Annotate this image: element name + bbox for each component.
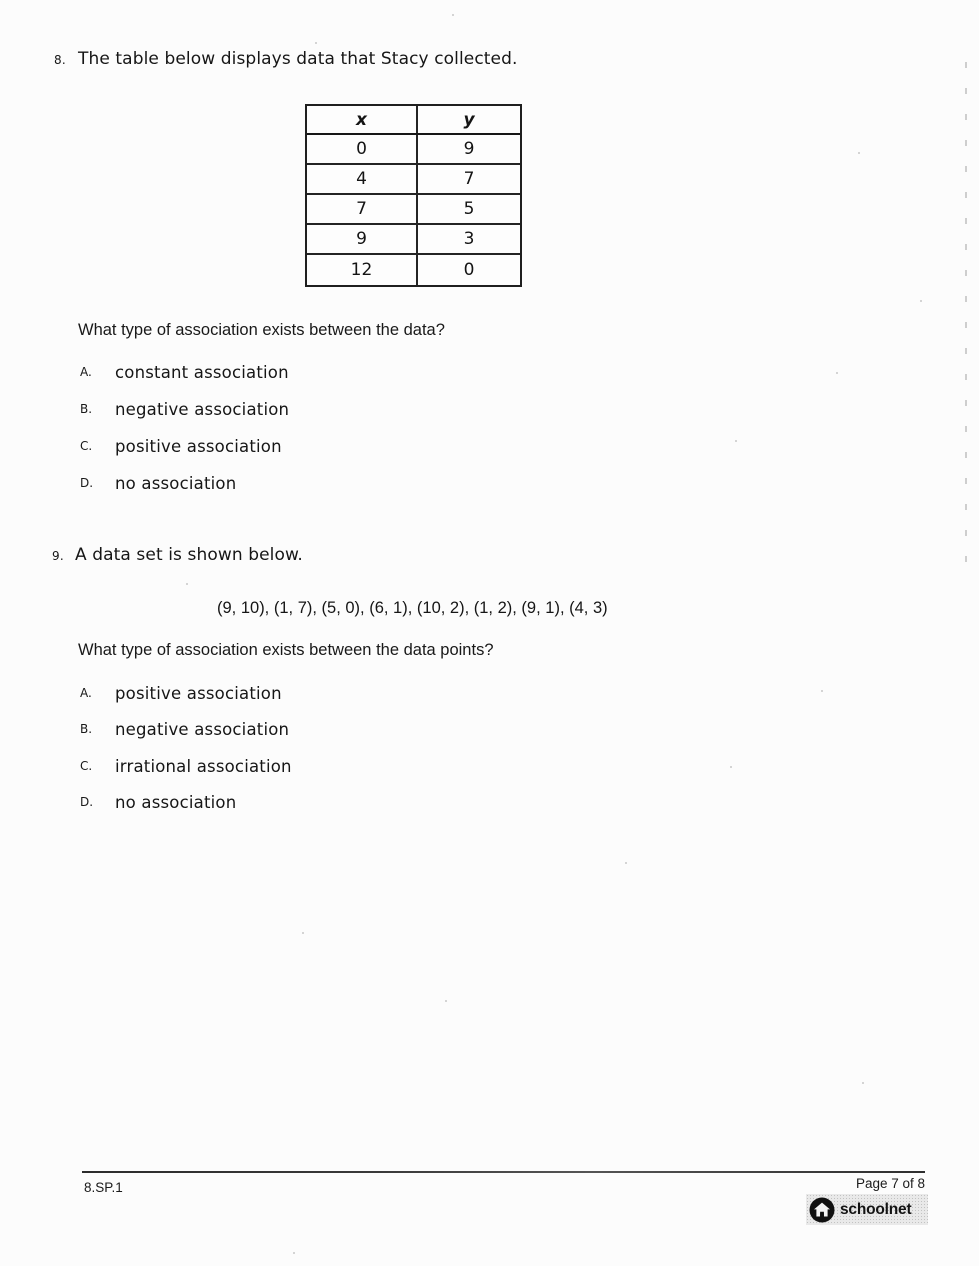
table-cell-y: 9 — [463, 139, 475, 159]
question-8-stem: What type of association exists between the data? — [78, 321, 445, 339]
choice-letter: C. — [80, 759, 93, 773]
table-row — [307, 225, 520, 255]
choice-text: irrational association — [115, 757, 292, 776]
question-9-choice-a — [80, 684, 282, 703]
footer-divider — [82, 1171, 925, 1173]
choice-letter: A. — [80, 686, 92, 700]
choice-letter: B. — [80, 402, 93, 416]
choice-text: negative association — [115, 720, 290, 739]
question-8-number: 8. — [54, 53, 67, 67]
question-8-prompt: The table below displays data that Stacy collected. — [78, 49, 518, 69]
choice-text: positive association — [115, 684, 282, 703]
table-cell-y: 3 — [463, 229, 475, 249]
table-row — [307, 195, 520, 225]
question-8-choice-b — [80, 400, 289, 419]
standard-code: 8.SP.1 — [84, 1180, 123, 1195]
choice-letter: D. — [80, 795, 94, 809]
question-9-number: 9. — [52, 549, 65, 563]
table-cell-x: 0 — [307, 135, 418, 163]
home-icon — [809, 1197, 835, 1223]
table-cell-y: 0 — [463, 260, 475, 280]
choice-text: no association — [115, 793, 237, 812]
question-9-choice-c — [80, 757, 292, 776]
choice-letter: B. — [80, 722, 93, 736]
choice-text: positive association — [115, 437, 282, 456]
table-cell-x: 7 — [307, 195, 418, 223]
question-9-data-set: (9, 10), (1, 7), (5, 0), (6, 1), (10, 2), (1, 2), (9, 1), (4, 3) — [217, 599, 608, 617]
table-row — [307, 135, 520, 165]
table-row — [307, 165, 520, 195]
question-8-choice-c — [80, 437, 282, 456]
table-row — [307, 255, 520, 285]
table-cell-x: 4 — [307, 165, 418, 193]
table-cell-y: 7 — [463, 169, 475, 189]
question-9-choice-d — [80, 793, 236, 812]
question-8-choice-d — [80, 474, 236, 493]
question-8-data-table — [305, 104, 522, 287]
table-header-y: y — [463, 109, 475, 130]
choice-text: constant association — [115, 363, 289, 382]
table-cell-x: 12 — [307, 255, 418, 285]
question-8-choice-a — [80, 363, 289, 382]
choice-letter: A. — [80, 365, 92, 379]
schoolnet-logo-text: schoolnet — [840, 1200, 912, 1218]
table-header-x: x — [307, 106, 418, 133]
schoolnet-logo — [806, 1194, 928, 1225]
choice-letter: C. — [80, 439, 93, 453]
question-9-choice-b — [80, 720, 289, 739]
scan-edge-artifact — [965, 62, 967, 562]
page-number-label: Page 7 of 8 — [855, 1176, 925, 1191]
choice-text: negative association — [115, 400, 290, 419]
table-header-row — [307, 106, 520, 135]
table-cell-y: 5 — [463, 199, 475, 219]
choice-letter: D. — [80, 476, 94, 490]
table-cell-x: 9 — [307, 225, 418, 253]
question-9-prompt: A data set is shown below. — [75, 545, 303, 565]
choice-text: no association — [115, 474, 237, 493]
question-9-stem: What type of association exists between the data points? — [78, 641, 494, 659]
